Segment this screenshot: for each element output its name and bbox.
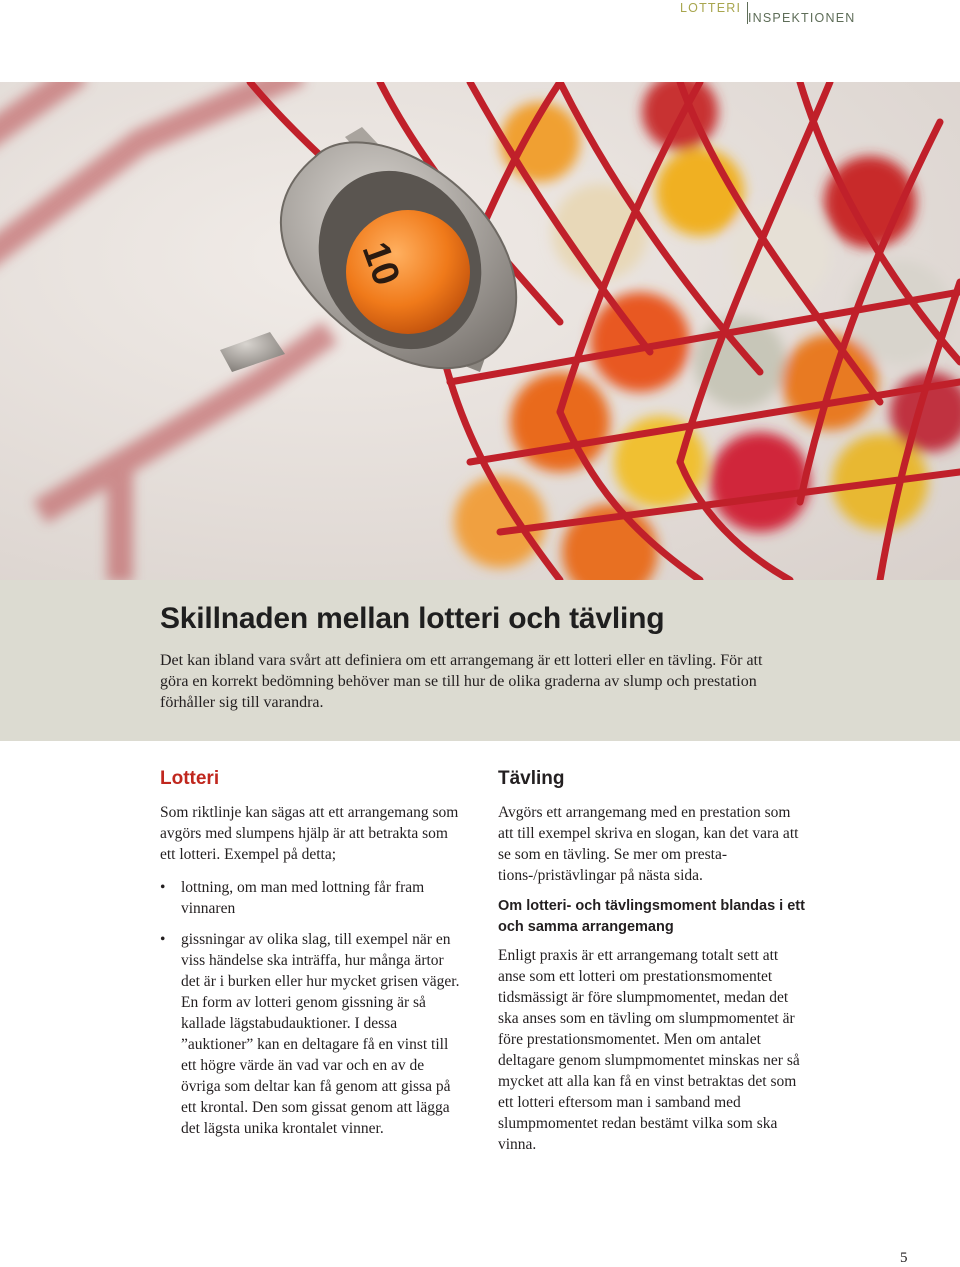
inspection-logo xyxy=(680,0,900,28)
tavling-paragraph: Avgörs ett arrangemang med en prestation som att till exempel skriva en slogan, kan det vara att se som en tävling. Se mer om prestations-/pristävlingar på nästa sida. xyxy=(498,804,799,884)
lotteri-column xyxy=(160,768,465,1149)
logo-word-inspektionen: INSPEKTIONEN xyxy=(748,11,856,25)
page-number: 5 xyxy=(900,1250,908,1266)
tavling-heading: Tävling xyxy=(498,768,565,789)
list-item xyxy=(160,929,465,1139)
lottery-drum-photo xyxy=(0,82,960,580)
lotteri-heading: Lotteri xyxy=(160,768,220,789)
intro-text: Det kan ibland vara svårt att definiera om ett arrangemang är ett lotteri eller en tävling. För att göra en korrekt bedömning behöver man se till hur de olika graderna av slump och prestation förhåller sig till varandra. xyxy=(160,652,763,711)
list-item-text: lottning, om man med lottning får fram vinnaren xyxy=(181,879,425,917)
mixed-moments-subheading: Om lotteri- och tävlingsmoment blandas i ett och samma arrangemang xyxy=(498,898,805,935)
page-title: Skillnaden mellan lotteri och tävling xyxy=(160,602,665,635)
example-list xyxy=(160,877,465,1139)
mixed-moments-paragraph: Enligt praxis är ett arrangemang totalt sett att anse som ett lotteri om prestationsmomentet tidsmässigt är före slumpmomentet, medan det ska anses som en tävling om slumpmomentet är före prestationsmomentet. Men om antalet deltagare genom slumpmomentet minskas ner så mycket att alla kan få en vinst betraktas det som ett lotteri eftersom man i samband med slumpmomentet redan bestämt vilka som ska vinna. xyxy=(498,947,800,1153)
intro-band xyxy=(0,580,960,741)
tavling-column xyxy=(498,768,808,1155)
bullet-icon: • xyxy=(160,931,166,948)
list-item xyxy=(160,877,465,919)
lotteri-paragraph: Som riktlinje kan sägas att ett arrangemang som avgörs med slumpens hjälp är att betrakta som ett lotteri. Exempel på detta; xyxy=(160,804,459,863)
logo-word-lotteri: LOTTERI xyxy=(680,1,742,15)
bullet-icon: • xyxy=(160,879,166,896)
list-item-text: gissningar av olika slag, till exempel när en viss händelse ska inträffa, hur många ärtor det är i burken eller hur mycket grisen väger. En form av lotteri genom gissning är så kallade lägstabudauktioner. I dessa ”auktioner” kan en deltagare få en vinst till ett högre värde än vad var och en av de övriga som deltar kan få genom att gissa på ett krontal. Den som gissat genom att lägga det lägsta unika krontalet vinner. xyxy=(181,931,460,1137)
svg-text:10: 10 xyxy=(353,236,408,291)
